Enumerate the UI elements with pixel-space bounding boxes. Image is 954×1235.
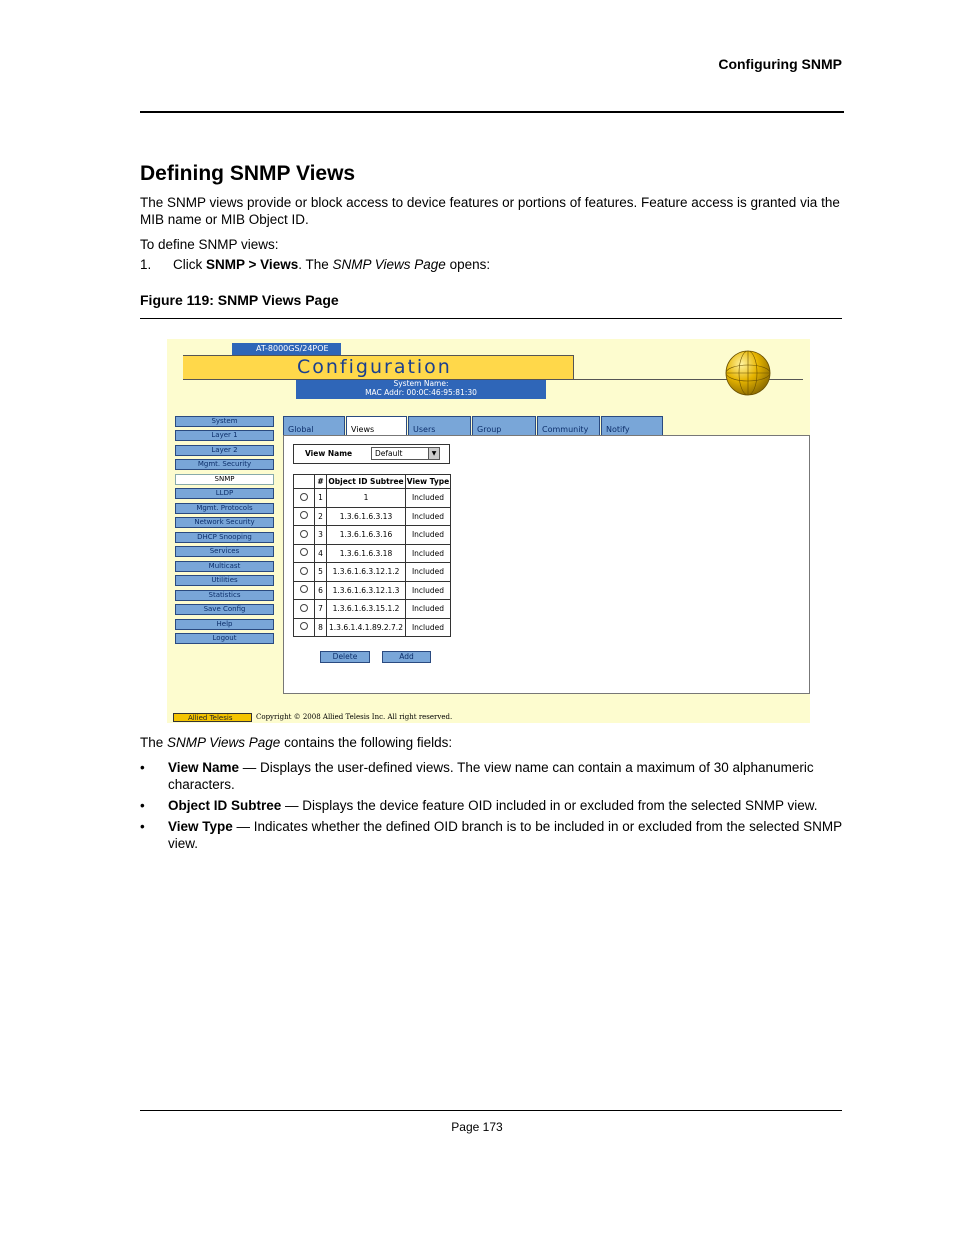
fields-intro-page-name: SNMP Views Page	[167, 735, 281, 750]
menu-item-statistics[interactable]: Statistics	[175, 590, 274, 601]
step-1	[140, 256, 844, 273]
tab-notify[interactable]: Notify	[601, 416, 663, 435]
field-term: View Type	[168, 819, 233, 834]
menu-item-lldp[interactable]: LLDP	[175, 488, 274, 499]
row-number: 2	[315, 507, 327, 526]
section-heading: Defining SNMP Views	[140, 162, 356, 185]
row-oid: 1.3.6.1.6.3.18	[327, 544, 406, 563]
mac-address-label: MAC Addr: 00:0C:46:95:81:30	[365, 387, 477, 397]
row-view-type: Included	[406, 563, 451, 582]
table-row	[294, 489, 451, 508]
row-view-type: Included	[406, 618, 451, 637]
table-row	[294, 526, 451, 545]
tab-views[interactable]: Views	[346, 416, 407, 436]
row-number: 6	[315, 581, 327, 600]
bullet-marker: •	[140, 819, 145, 834]
table-row	[294, 507, 451, 526]
menu-item-mgmt-security[interactable]: Mgmt. Security	[175, 459, 274, 470]
system-name-label: System Name:	[393, 379, 449, 388]
row-select-cell	[294, 581, 315, 600]
row-number: 8	[315, 618, 327, 637]
row-oid: 1.3.6.1.6.3.12.1.3	[327, 581, 406, 600]
field-list-item	[140, 818, 850, 852]
tab-group[interactable]: Group	[472, 416, 536, 435]
row-select-cell	[294, 489, 315, 508]
view-name-select[interactable]	[371, 447, 440, 460]
table-row	[294, 618, 451, 637]
step-post: opens:	[445, 257, 491, 272]
tab-users[interactable]: Users	[408, 416, 471, 435]
row-number: 3	[315, 526, 327, 545]
column-header-number: #	[315, 475, 327, 489]
row-select-cell	[294, 563, 315, 582]
step-number: 1.	[140, 257, 152, 272]
menu-item-services[interactable]: Services	[175, 546, 274, 557]
row-select-cell	[294, 507, 315, 526]
delete-button[interactable]: Delete	[320, 651, 370, 663]
field-description: — Indicates whether the defined OID branch is to be included in or excluded from the selected SNMP view.	[168, 819, 842, 851]
intro-paragraph: The SNMP views provide or block access to device features or portions of features. Feature access is granted via the MIB name or MIB Object ID.	[140, 195, 840, 227]
tab-community[interactable]: Community	[537, 416, 600, 435]
select-column-header	[294, 475, 315, 489]
menu-item-dhcp-snooping[interactable]: DHCP Snooping	[175, 532, 274, 543]
column-header-oid: Object ID Subtree	[327, 475, 406, 489]
row-oid: 1	[327, 489, 406, 508]
fields-intro	[140, 734, 844, 751]
model-label: AT-8000GS/24POE	[232, 343, 341, 355]
snmp-views-screenshot	[167, 339, 810, 723]
globe-logo-icon	[724, 349, 772, 397]
table-row	[294, 563, 451, 582]
dropdown-arrow-icon[interactable]: ▼	[428, 448, 439, 459]
menu-item-utilities[interactable]: Utilities	[175, 575, 274, 586]
row-number: 5	[315, 563, 327, 582]
header-rule	[140, 111, 844, 113]
banner-title: Configuration	[297, 356, 452, 378]
row-oid: 1.3.6.1.6.3.15.1.2	[327, 600, 406, 619]
row-select-cell	[294, 618, 315, 637]
field-list	[140, 759, 850, 856]
row-select-cell	[294, 600, 315, 619]
row-view-type: Included	[406, 526, 451, 545]
row-oid: 1.3.6.1.4.1.89.2.7.2	[327, 618, 406, 637]
figure-caption: Figure 119: SNMP Views Page	[140, 292, 339, 308]
tab-global[interactable]: Global	[283, 416, 345, 435]
field-term: Object ID Subtree	[168, 798, 282, 813]
fields-intro-pre: The	[140, 735, 168, 750]
step-mid: . The	[298, 257, 333, 272]
running-header: Configuring SNMP	[718, 56, 842, 72]
steps-intro: To define SNMP views:	[140, 237, 279, 252]
menu-item-layer-2[interactable]: Layer 2	[175, 445, 274, 456]
field-list-item	[140, 759, 850, 793]
menu-item-system[interactable]: System	[175, 416, 274, 427]
row-radio-button[interactable]	[300, 622, 308, 630]
row-number: 1	[315, 489, 327, 508]
menu-item-network-security[interactable]: Network Security	[175, 517, 274, 528]
table-row	[294, 600, 451, 619]
field-term: View Name	[168, 760, 240, 775]
field-description: — Displays the device feature OID included in or excluded from the selected SNMP view.	[281, 798, 818, 813]
table-row	[294, 544, 451, 563]
row-number: 7	[315, 600, 327, 619]
field-list-item	[140, 797, 850, 814]
row-radio-button[interactable]	[300, 530, 308, 538]
menu-item-save-config[interactable]: Save Config	[175, 604, 274, 615]
menu-item-mgmt-protocols[interactable]: Mgmt. Protocols	[175, 503, 274, 514]
bullet-marker: •	[140, 798, 145, 813]
row-view-type: Included	[406, 581, 451, 600]
row-radio-button[interactable]	[300, 585, 308, 593]
add-button[interactable]: Add	[382, 651, 431, 663]
copyright-notice: Copyright © 2008 Allied Telesis Inc. All right reserved.	[256, 713, 453, 721]
row-radio-button[interactable]	[300, 567, 308, 575]
menu-item-snmp[interactable]: SNMP	[175, 474, 274, 485]
row-number: 4	[315, 544, 327, 563]
row-radio-button[interactable]	[300, 493, 308, 501]
row-view-type: Included	[406, 489, 451, 508]
view-name-label: View Name	[305, 449, 353, 458]
menu-item-help[interactable]: Help	[175, 619, 274, 630]
figure-rule	[140, 318, 842, 319]
page-number: Page 173	[451, 1120, 503, 1134]
row-radio-button[interactable]	[300, 548, 308, 556]
bullet-marker: •	[140, 760, 145, 775]
views-table	[293, 474, 451, 637]
row-radio-button[interactable]	[300, 511, 308, 519]
row-oid: 1.3.6.1.6.3.16	[327, 526, 406, 545]
row-oid: 1.3.6.1.6.3.13	[327, 507, 406, 526]
system-info-box	[296, 380, 546, 399]
table-row	[294, 581, 451, 600]
menu-item-logout[interactable]: Logout	[175, 633, 274, 644]
menu-item-layer-1[interactable]: Layer 1	[175, 430, 274, 441]
row-view-type: Included	[406, 600, 451, 619]
step-page-name: SNMP Views Page	[332, 257, 446, 272]
column-header-view-type: View Type	[406, 475, 451, 489]
step-menu-path: SNMP > Views	[206, 257, 299, 272]
row-view-type: Included	[406, 544, 451, 563]
row-radio-button[interactable]	[300, 604, 308, 612]
view-name-value: Default	[375, 449, 403, 458]
footer-rule	[140, 1110, 842, 1111]
row-oid: 1.3.6.1.6.3.12.1.2	[327, 563, 406, 582]
row-view-type: Included	[406, 507, 451, 526]
menu-item-multicast[interactable]: Multicast	[175, 561, 274, 572]
field-description: — Displays the user-defined views. The view name can contain a maximum of 30 alphanumeric characters.	[168, 760, 814, 792]
step-pre: Click	[173, 257, 207, 272]
allied-telesis-logo: Allied Telesis	[173, 713, 252, 722]
fields-intro-post: contains the following fields:	[280, 735, 453, 750]
row-select-cell	[294, 544, 315, 563]
row-select-cell	[294, 526, 315, 545]
